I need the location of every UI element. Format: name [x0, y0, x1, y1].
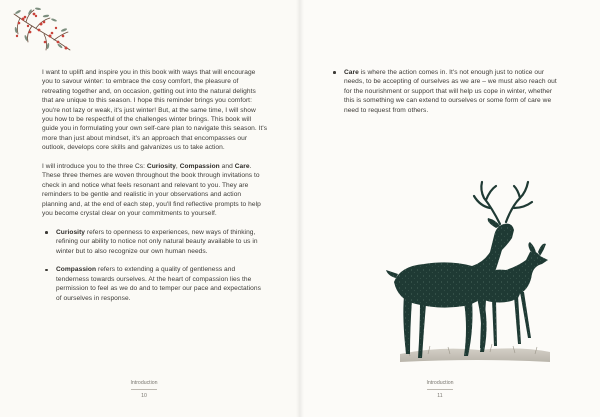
- three-cs-paragraph: I will introduce you to the three Cs: Curiosity, Compassion and Care. These three themes are woven throughout the book through invitations to check in and notice what feels resonant and relevant to you. They are reminders to be gentle and realistic in your observations and action planning and, at the end of each step, you'll find reflective prompts to help you become crystal clear on your commitments to yourself.: [42, 163, 261, 218]
- footer-rule: [427, 389, 453, 390]
- page-number: 11: [437, 392, 443, 399]
- footer-rule: [131, 389, 157, 390]
- intro-paragraph: I want to uplift and inspire you in this book with ways that will encourage you to savour winter: to embrace the cosy comfort, the pleasure of retreating together and, on occasion, getting out into the natural delights that are unique to this season. I hope this reminder brings you comfort: you're not lazy or weak, it's just winter! But, at the same time, I will show you how to be respectful of the challenges winter brings. This book will guide you in formulating your own self-care plan to navigate this season. It's more than just about mindset, it's an approach that encompasses our outlook, develops core skills and galvanizes us to take action.: [42, 69, 268, 152]
- footer-section-label: Introduction: [426, 380, 454, 386]
- bullet-dot: [333, 71, 336, 74]
- bullet-curiosity: Curiosity refers to openness to experiences, new ways of thinking, refining our ability to notice not only natural beauty available to us in winter but to also recognize our own human needs.: [42, 228, 268, 256]
- deer-illustration: [380, 178, 556, 370]
- right-body-text: [330, 68, 560, 124]
- bullet-care: Care is where the action comes in. It's not enough just to notice our needs, to be accepting of ourselves as we are – we must also reach out for the nourishment or support that will help us cope in winter, whether this is something we can extend to ourselves or some form of care we need to request from others.: [330, 68, 560, 115]
- left-body-text: [42, 68, 268, 313]
- right-page-footer: [410, 379, 470, 400]
- left-page-footer: [114, 379, 174, 400]
- bullet-dot: [45, 269, 48, 272]
- footer-section-label: Introduction: [130, 380, 158, 386]
- bullet-dot: [45, 231, 48, 234]
- berry-branch-icon: [8, 6, 74, 54]
- page-number: 10: [141, 392, 147, 399]
- bullet-compassion: Compassion refers to extending a quality of gentleness and tenderness towards ourselves. At the heart of compassion lies the permission to feel as we do and to temper our pace and expectations of ourselves in response.: [42, 265, 268, 303]
- book-gutter: [296, 0, 304, 417]
